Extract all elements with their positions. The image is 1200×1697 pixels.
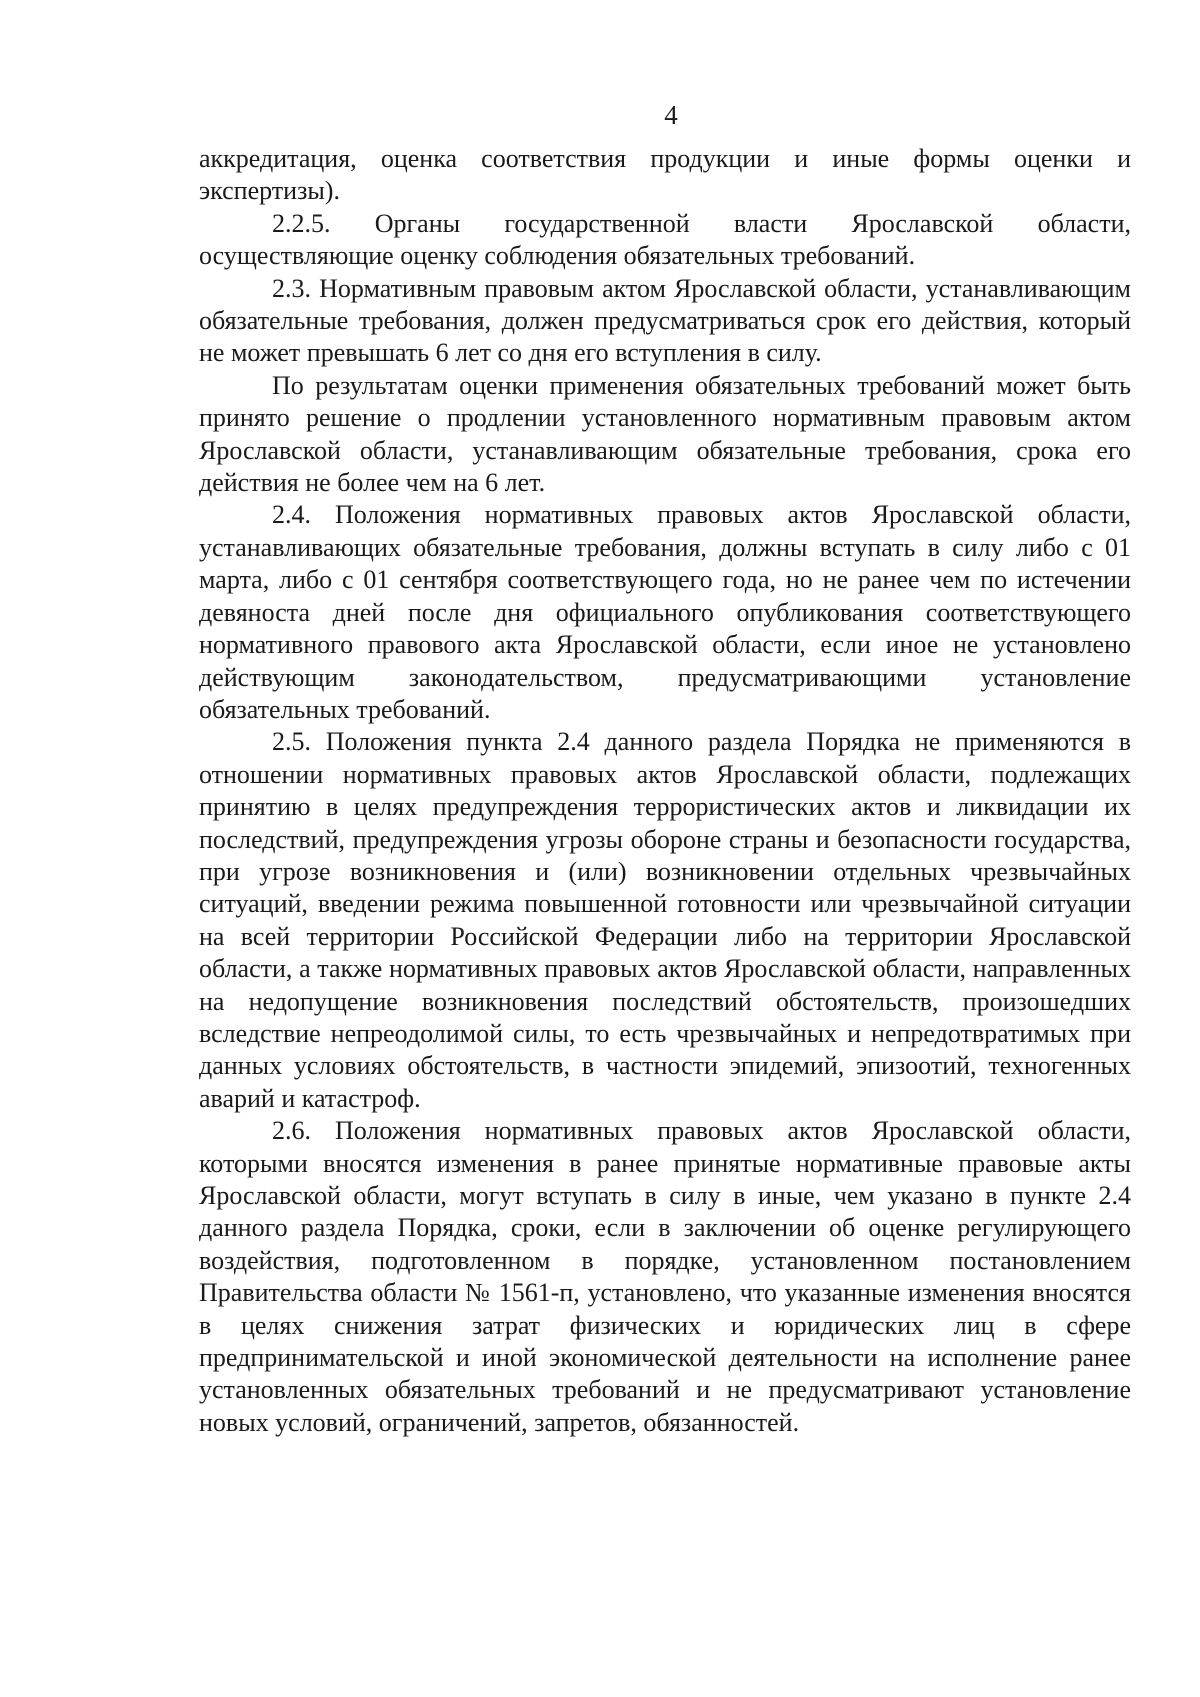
paragraph-2-2-5: 2.2.5. Органы государственной власти Ярославской области, осуществляющие оценку соблюдения обязательных требований. [199,208,1131,271]
paragraph-2-3-extension: По результатам оценки применения обязательных требований может быть принято решение о продлении установленного нормативным правовым актом Ярославской области, устанавливающим обязательные требования, срока его действия не более чем на 6 лет. [199,370,1131,498]
paragraph-2-6: 2.6. Положения нормативных правовых актов Ярославской области, которыми вносятся изменения в ранее принятые нормативные правовые акты Ярославской области, могут вступать в силу в иные, чем указано в пункте 2.4 данного раздела Порядка, сроки, если в заключении об оценке регулирующего воздействия, подготовленном в порядке, установленном постановлением Правительства области № 1561-п, установлено, что указанные изменения вносятся в целях снижения затрат физических и юридических лиц в сфере предпринимательской и иной экономической деятельности на исполнение ранее установленных обязательных требований и не предусматривают установление новых условий, ограничений, запретов, обязанностей. [199,1116,1131,1437]
paragraph-2-4: 2.4. Положения нормативных правовых актов Ярославской области, устанавливающих обязательные требования, должны вступать в силу либо с 01 марта, либо с 01 сентября соответствующего года, но не ранее чем по истечении девяноста дней после дня официального опубликования соответствующего нормативного правового акта Ярославской области, если иное не установлено действующим законодательством, предусматривающими установление обязательных требований. [199,500,1131,724]
document-body [199,143,1131,1439]
paragraph-continuation: аккредитация, оценка соответствия продукции и иные формы оценки и экспертизы). [199,144,1131,206]
paragraph-2-3: 2.3. Нормативным правовым актом Ярославской области, устанавливающим обязательные требования, должен предусматриваться срок его действия, который не может превышать 6 лет со дня его вступления в силу. [199,273,1131,368]
paragraph-2-5: 2.5. Положения пункта 2.4 данного раздела Порядка не применяются в отношении нормативных правовых актов Ярославской области, подлежащих принятию в целях предупреждения террористических актов и ликвидации их последствий, предупреждения угрозы обороне страны и безопасности государства, при угрозе возникновения и (или) возникновении отдельных чрезвычайных ситуаций, введении режима повышенной готовности или чрезвычайной ситуации на всей территории Российской Федерации либо на территории Ярославской области, а также нормативных правовых актов Ярославской области, направленных на недопущение возникновения последствий обстоятельств, произошедших вследствие непреодолимой силы, то есть чрезвычайных и непредотвратимых при данных условиях обстоятельств, в частности эпидемий, эпизоотий, техногенных аварий и катастроф. [199,727,1131,1113]
page-number: 4 [664,100,678,130]
